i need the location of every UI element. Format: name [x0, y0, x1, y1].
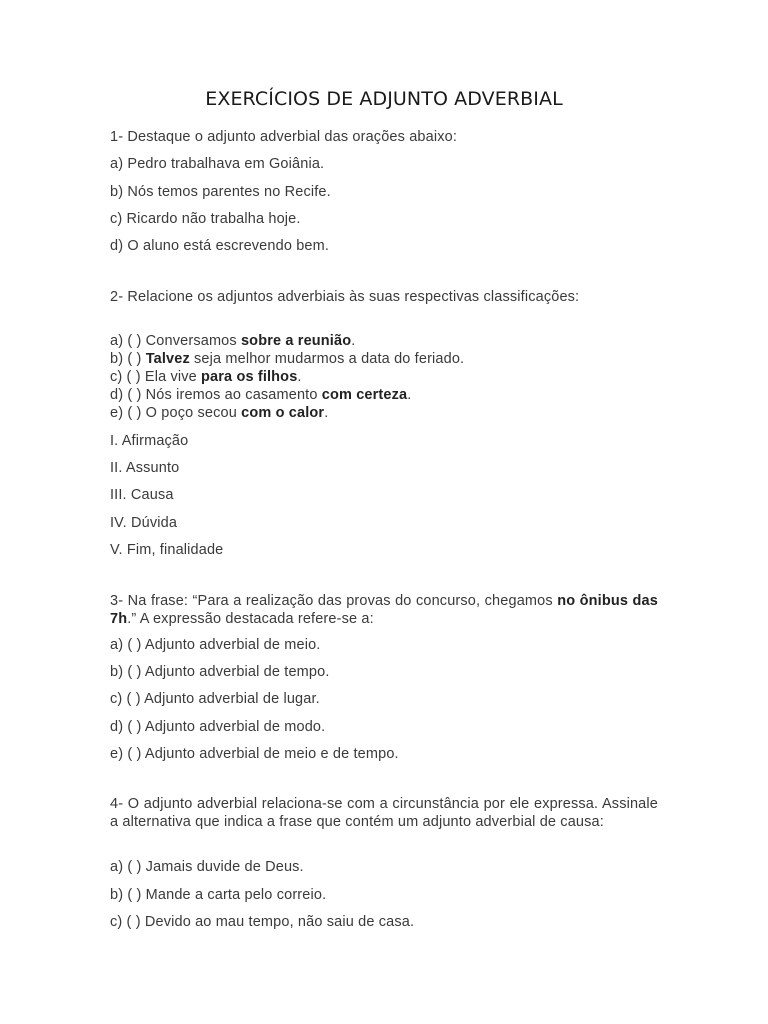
highlighted-adjunct: para os filhos [201, 369, 298, 385]
question-3-item-e: e) ( ) Adjunto adverbial de meio e de tempo. [110, 746, 399, 762]
question-4-prompt: 4- O adjunto adverbial relaciona-se com a circunstância por ele expressa. Assinale a alternativa que indica a frase que contém um adjunto adverbial de causa: [110, 796, 658, 830]
item-text-end: seja melhor mudarmos a data do feriado. [189, 351, 465, 367]
highlighted-adjunct: sobre a reunião [240, 333, 352, 349]
question-3-prompt [110, 592, 658, 628]
question-2-item-e [110, 405, 328, 421]
highlighted-adjunct: Talvez [145, 351, 190, 367]
item-text: e) ( ) O poço secou [110, 405, 242, 421]
classification-4: IV. Dúvida [110, 515, 178, 531]
question-3-item-b: b) ( ) Adjunto adverbial de tempo. [110, 664, 330, 680]
question-2-item-b [110, 351, 464, 367]
classification-2: II. Assunto [110, 460, 180, 476]
question-4-item-a: a) ( ) Jamais duvide de Deus. [110, 859, 304, 875]
prompt-text-end: .” A expressão destacada refere-se a: [127, 611, 374, 627]
question-1-item-a: a) Pedro trabalhava em Goiânia. [110, 156, 325, 172]
question-3-item-a: a) ( ) Adjunto adverbial de meio. [110, 637, 321, 653]
highlighted-adjunct: com o calor [241, 405, 325, 421]
question-4-item-b: b) ( ) Mande a carta pelo correio. [110, 887, 327, 903]
question-4-item-c: c) ( ) Devido ao mau tempo, não saiu de casa. [110, 914, 415, 930]
page-title: EXERCÍCIOS DE ADJUNTO ADVERBIAL [205, 88, 563, 110]
item-text: b) ( ) [110, 351, 146, 367]
question-1-prompt: 1- Destaque o adjunto adverbial das orações abaixo: [110, 129, 458, 145]
item-text: a) ( ) Conversamos [110, 333, 241, 349]
classification-5: V. Fim, finalidade [110, 542, 224, 558]
question-1-item-c: c) Ricardo não trabalha hoje. [110, 211, 301, 227]
item-text-end: . [297, 369, 302, 385]
question-1-item-b: b) Nós temos parentes no Recife. [110, 184, 331, 200]
item-text-end: . [351, 333, 356, 349]
item-text-end: . [407, 387, 412, 403]
classification-3: III. Causa [110, 487, 174, 503]
question-3-item-c: c) ( ) Adjunto adverbial de lugar. [110, 691, 320, 707]
question-2-item-a [110, 333, 355, 349]
question-3-item-d: d) ( ) Adjunto adverbial de modo. [110, 719, 326, 735]
question-1-item-d: d) O aluno está escrevendo bem. [110, 238, 330, 254]
question-2-item-c [110, 369, 302, 385]
question-2-item-d [110, 387, 411, 403]
classification-1: I. Afirmação [110, 433, 189, 449]
question-2-prompt: 2- Relacione os adjuntos adverbiais às suas respectivas classificações: [110, 289, 580, 305]
highlighted-expression: no ônibus das 7h [110, 593, 658, 627]
item-text: d) ( ) Nós iremos ao casamento [110, 387, 322, 403]
item-text-end: . [324, 405, 329, 421]
prompt-text: 3- Na frase: “Para a realização das provas do concurso, chegamos [110, 593, 558, 609]
item-text: c) ( ) Ela vive [110, 369, 202, 385]
highlighted-adjunct: com certeza [321, 387, 408, 403]
